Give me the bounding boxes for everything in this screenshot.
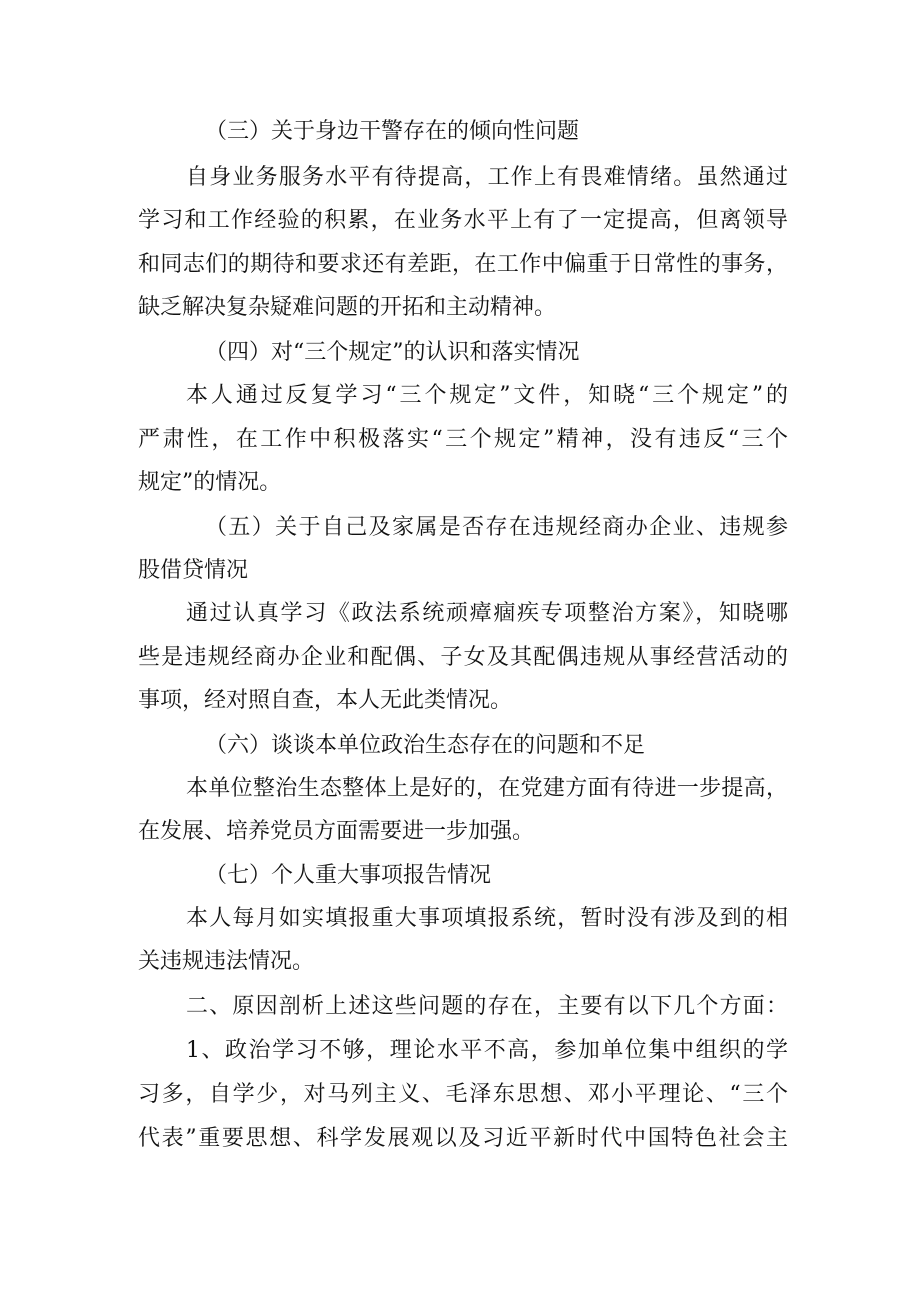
section-heading-5: （五）关于自己及家属是否存在违规经商办企业、违规参 <box>205 515 788 540</box>
paragraph-line: 关违规违法情况。 <box>138 949 315 974</box>
paragraph-line: 学习和工作经验的积累，在业务水平上有了一定提高，但离领导 <box>138 208 788 233</box>
paragraph-line: 在发展、培养党员方面需要进一步加强。 <box>138 819 535 844</box>
section-heading-5-cont: 股借贷情况 <box>138 558 249 583</box>
section-heading-3: （三）关于身边干警存在的倾向性问题 <box>205 119 580 144</box>
paragraph-line: 本人通过反复学习“三个规定”文件，知晓“三个规定”的 <box>186 383 788 408</box>
paragraph-line: 本人每月如实填报重大事项填报系统，暂时没有涉及到的相 <box>186 906 788 931</box>
paragraph-line: 1、政治学习不够，理论水平不高，参加单位集中组织的学 <box>186 1038 788 1063</box>
paragraph-line: 代表”重要思想、科学发展观以及习近平新时代中国特色社会主 <box>138 1126 788 1151</box>
paragraph-line: 规定”的情况。 <box>138 470 282 495</box>
section-heading-6: （六）谈谈本单位政治生态存在的问题和不足 <box>205 733 646 758</box>
section-heading-cause-analysis: 二、原因剖析上述这些问题的存在，主要有以下几个方面： <box>186 994 788 1019</box>
paragraph-line: 习多，自学少，对马列主义、毛泽东思想、邓小平理论、“三个 <box>138 1082 788 1107</box>
paragraph-line: 本单位整治生态整体上是好的，在党建方面有待进一步提高， <box>186 776 788 801</box>
paragraph-line: 和同志们的期待和要求还有差距，在工作中偏重于日常性的事务， <box>138 252 788 277</box>
paragraph-line: 事项，经对照自查，本人无此类情况。 <box>138 688 513 713</box>
paragraph-line: 通过认真学习《政法系统顽瘴痼疾专项整治方案》，知晓哪 <box>186 601 788 626</box>
section-heading-7: （七）个人重大事项报告情况 <box>205 863 492 888</box>
paragraph-line: 些是违规经商办企业和配偶、子女及其配偶违规从事经营活动的 <box>138 645 788 670</box>
paragraph-line: 严肃性，在工作中积极落实“三个规定”精神，没有违反“三个 <box>138 427 788 452</box>
paragraph-line: 自身业务服务水平有待提高，工作上有畏难情绪。虽然通过 <box>186 165 788 190</box>
paragraph-line: 缺乏解决复杂疑难问题的开拓和主动精神。 <box>138 295 557 320</box>
section-heading-4: （四）对“三个规定”的认识和落实情况 <box>205 340 580 365</box>
